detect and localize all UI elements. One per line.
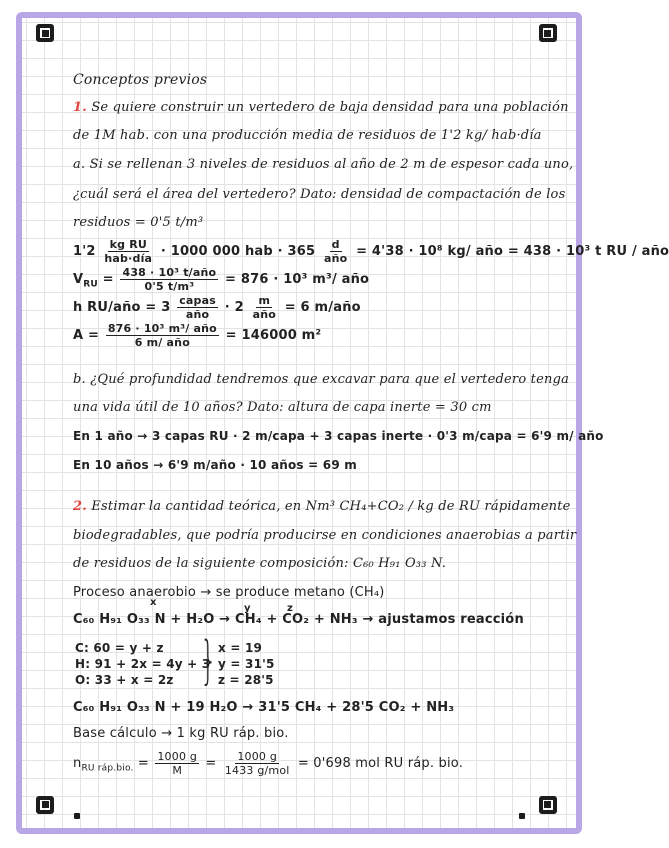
coef-x: x	[150, 597, 157, 608]
balance-h: H: 91 + 2x = 4y + 3	[75, 657, 211, 671]
solution-z: z = 28'5	[218, 673, 274, 687]
calc-height: h RU/año = 3 $\frac{\text{capas}}{\text{año}}$ · 2 $\frac{m}{\text{año}}$ = 6 m/año	[73, 294, 361, 321]
brace-icon: }	[200, 631, 217, 691]
problem-2-line-1: 2. Estimar la cantidad teórica, en Nm³ CH₄+CO₂ / kg de RU rápidamente	[73, 499, 571, 514]
calc-volume: $V_{RU}$ = $\frac{\text{438 · 10³ t/año}}{\text{0'5 t/m³}}$ = 876 · 10³ m³/ año	[73, 266, 370, 293]
page-dot-marker-icon	[74, 813, 80, 819]
page-corner-marker-icon	[539, 24, 557, 42]
solution-x: x = 19	[218, 641, 263, 655]
calc-total-depth: En 10 años → 6'9 m/año · 10 años = 69 m	[73, 458, 357, 472]
page-corner-marker-icon	[539, 796, 557, 814]
calc-area: A = $\frac{\text{876 · 10³ m³/ año}}{\text{6 m/ año}}$ = 146000 m²	[73, 322, 322, 349]
page-corner-marker-icon	[36, 24, 54, 42]
problem-1a-line-2: ¿cuál será el área del vertedero? Dato: densidad de compactación de los	[73, 187, 566, 202]
problem-1b-line-1: b. ¿Qué profundidad tendremos que excavar para que el vertedero tenga	[73, 372, 570, 387]
calc-moles: $n_{RU ráp.bio.}$ = $\frac{1000 g}{M}$ = $\frac{1000 g}{\text{1433 g/mol}}$ = 0'698 mol RU ráp. bio.	[73, 750, 464, 777]
problem-1a-line-3: residuos = 0'5 t/m³	[73, 215, 204, 230]
reaction-balanced: C₆₀ H₉₁ O₃₃ N + 19 H₂O → 31'5 CH₄ + 28'5 CO₂ + NH₃	[73, 700, 455, 715]
calc-production: 1'2 $\frac{\text{kg RU}}{\text{hab·día}}$ · 1000 000 hab · 365 $\frac{d}{\text{año}}$ = 4'38 · 10⁸ kg/ año = 438 · 10³ t RU / año	[73, 238, 669, 265]
coef-z: z	[287, 603, 294, 614]
problem-1a-line-1: a. Si se rellenan 3 niveles de residuos al año de 2 m de espesor cada uno,	[73, 157, 574, 172]
calc-yearly-depth: En 1 año → 3 capas RU · 2 m/capa + 3 capas inerte · 0'3 m/capa = 6'9 m/ año	[73, 429, 604, 443]
problem-1-line-2: de 1M hab. con una producción media de residuos de 1'2 kg/ hab·día	[73, 128, 542, 143]
solution-y: y = 31'5	[218, 657, 275, 671]
problem-1b-line-2: una vida útil de 10 años? Dato: altura de capa inerte = 30 cm	[73, 400, 492, 415]
problem-2-line-2: biodegradables, que podría producirse en condiciones anaerobias a partir	[73, 528, 577, 543]
page-corner-marker-icon	[36, 796, 54, 814]
calc-base: Base cálculo → 1 kg RU ráp. bio.	[73, 726, 289, 741]
problem-1-line-1: 1. Se quiere construir un vertedero de baja densidad para una población	[73, 100, 569, 115]
reaction-unbalanced: C₆₀ H₉₁ O₃₃ N + H₂O → CH₄ + CO₂ + NH₃ → ajustamos reacción	[73, 612, 524, 627]
page-title: Conceptos previos	[73, 72, 208, 88]
page-dot-marker-icon	[519, 813, 525, 819]
process-note: Proceso anaerobio → se produce metano (CH₄)	[73, 585, 385, 600]
problem-2-line-3: de residuos de la siguiente composición: C₆₀ H₉₁ O₃₃ N.	[73, 556, 447, 571]
coef-y: y	[244, 603, 251, 614]
balance-o: O: 33 + x = 2z	[75, 673, 174, 687]
balance-c: C: 60 = y + z	[75, 641, 164, 655]
